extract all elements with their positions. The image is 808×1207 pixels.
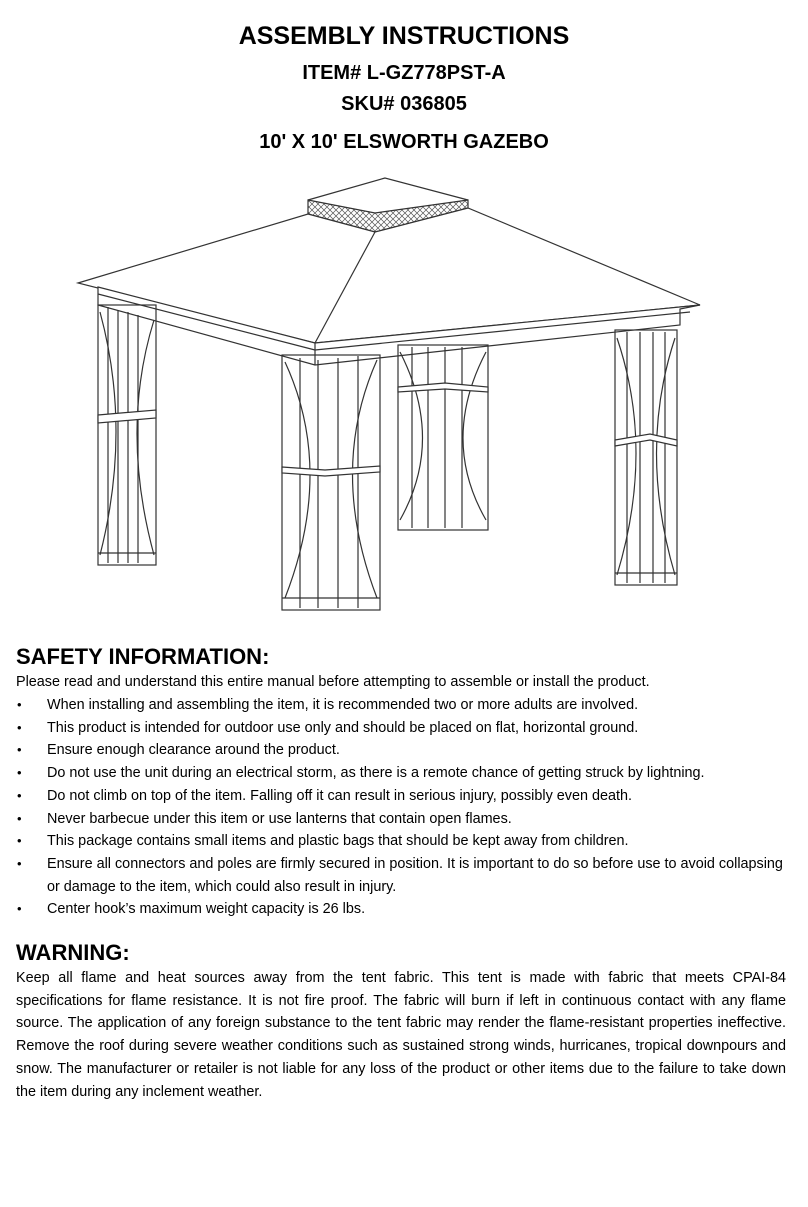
- right-column: [615, 330, 677, 585]
- left-column: [98, 305, 156, 565]
- item-number: ITEM# L-GZ778PST-A: [302, 62, 506, 84]
- right-shelf: [615, 434, 677, 446]
- list-item: • When installing and assembling the item, it is recommended two or more adults are involved.: [16, 694, 786, 717]
- list-item: • This package contains small items and plastic bags that should be kept away from children.: [16, 830, 786, 853]
- list-item: • Do not climb on top of the item. Falling off it can result in serious injury, possibly even death.: [16, 785, 786, 808]
- safety-title: SAFETY INFORMATION:: [16, 644, 270, 669]
- list-item: • Ensure enough clearance around the product.: [16, 739, 786, 762]
- warning-text: Keep all flame and heat sources away from the tent fabric. This tent is made with fabric that meets CPAI-84 specifications for flame resistance. It is not fire proof. The fabric will burn if left in continuous contact with any flame source. The application of any foreign substance to the tent fabric may render the flame-resistant properties ineffective. Remove the roof during severe weather conditions such as sustained strong winds, hurricanes, tropical downpours and snow. The manufacturer or retailer is not liable for any loss of the product or other items due to the failure to take down the item during any inclement weather.: [16, 970, 786, 1100]
- warning-title: WARNING:: [16, 940, 130, 965]
- front-column: [282, 355, 380, 610]
- front-shelf: [282, 466, 380, 476]
- list-item: • Center hook’s maximum weight capacity is 26 lbs.: [16, 898, 786, 921]
- list-item: • Ensure all connectors and poles are firmly secured in position. It is important to do so before use to avoid collapsing or damage to the item, which could also result in injury.: [16, 853, 786, 898]
- safety-list: [16, 694, 786, 921]
- list-item: • Never barbecue under this item or use lanterns that contain open flames.: [16, 808, 786, 831]
- list-item: • Do not use the unit during an electrical storm, as there is a remote chance of getting struck by lightning.: [16, 762, 786, 785]
- product-name: 10' X 10' ELSWORTH GAZEBO: [259, 131, 549, 153]
- back-column: [398, 345, 488, 530]
- gazebo-illustration: [60, 170, 750, 620]
- list-item: • This product is intended for outdoor use only and should be placed on flat, horizontal ground.: [16, 717, 786, 740]
- safety-intro: Please read and understand this entire manual before attempting to assemble or install the product.: [16, 674, 650, 690]
- document-title: ASSEMBLY INSTRUCTIONS: [238, 22, 570, 50]
- left-shelf: [98, 410, 156, 423]
- sku-number: SKU# 036805: [341, 93, 467, 115]
